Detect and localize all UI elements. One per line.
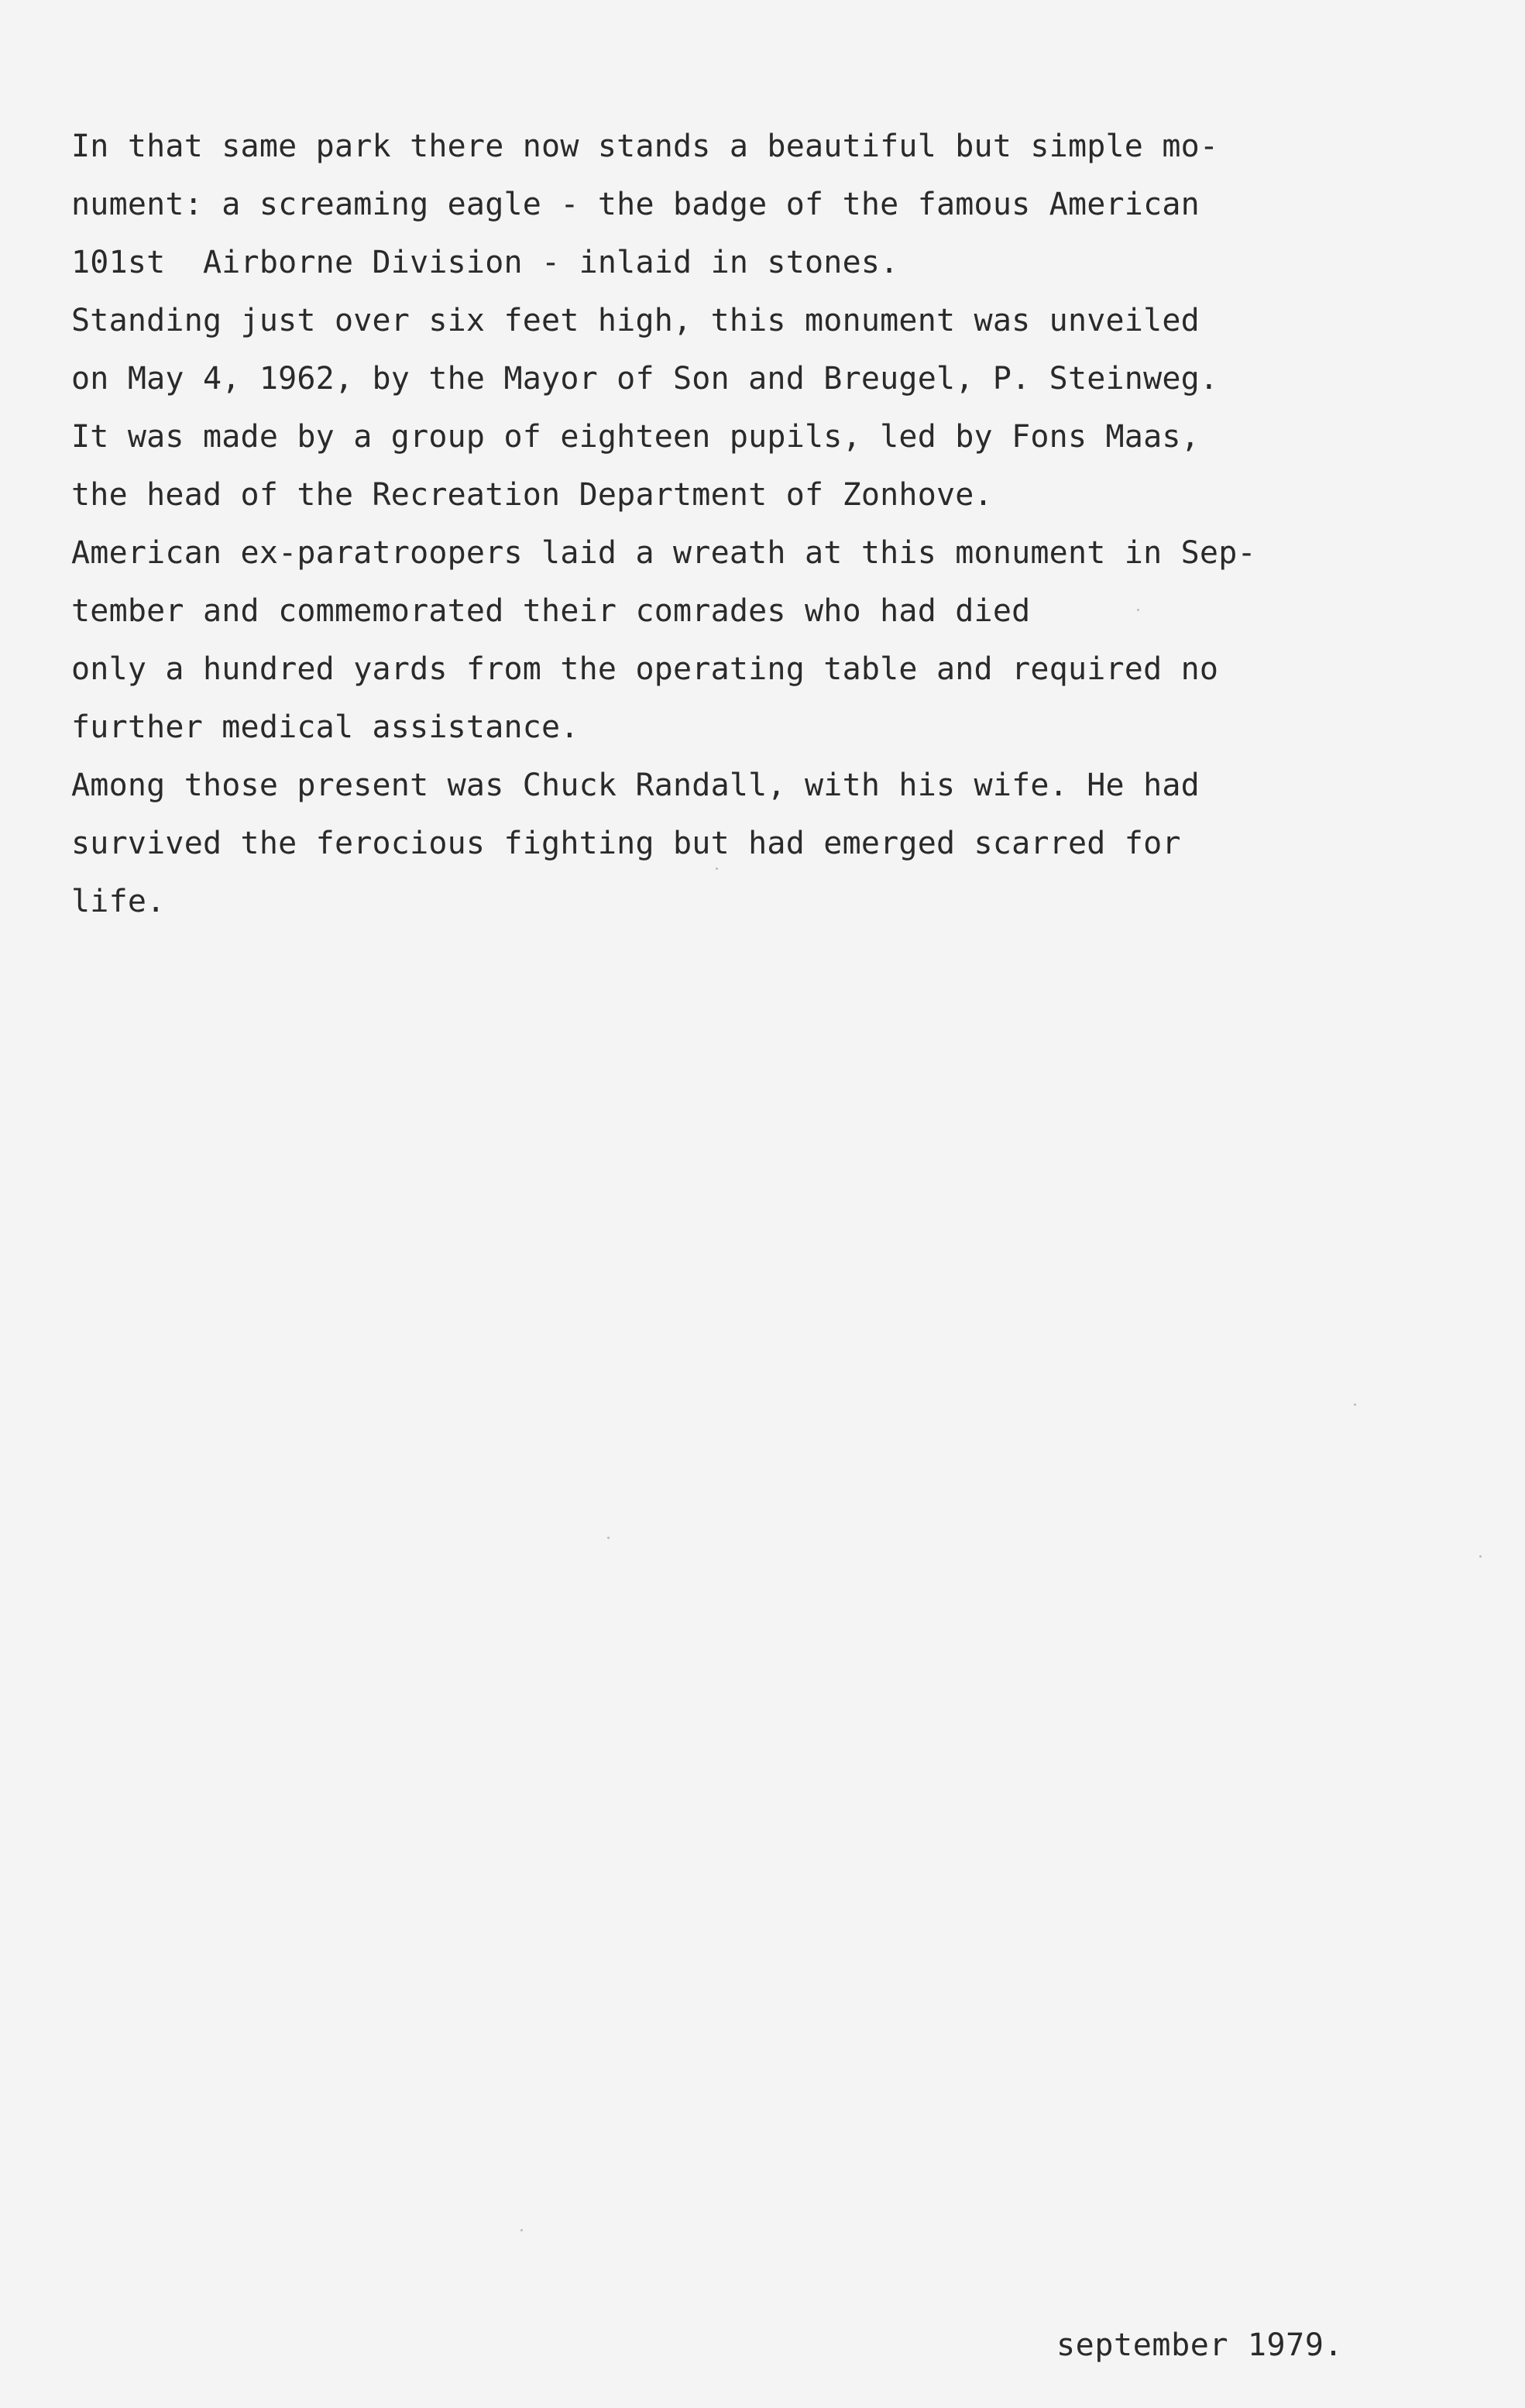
text-line-10: only a hundred yards from the operating table and required no bbox=[71, 651, 1219, 687]
paper-speck bbox=[1479, 1555, 1482, 1558]
text-line-14: life. bbox=[71, 884, 166, 919]
paper-speck bbox=[716, 867, 718, 870]
text-line-5: on May 4, 1962, by the Mayor of Son and Breugel, P. Steinweg. bbox=[71, 361, 1219, 397]
text-line-3: 101st Airborne Division - inlaid in stones. bbox=[71, 245, 899, 280]
text-line-4: Standing just over six feet high, this monument was unveiled bbox=[71, 303, 1200, 338]
text-line-8: American ex-paratroopers laid a wreath at this monument in Sep- bbox=[71, 535, 1256, 571]
text-line-13: survived the ferocious fighting but had emerged scarred for bbox=[71, 826, 1181, 861]
document-date: september 1979. bbox=[1056, 2327, 1344, 2363]
paper-speck bbox=[607, 1537, 610, 1539]
paper-speck bbox=[520, 2229, 523, 2231]
paper-speck bbox=[1354, 1403, 1356, 1406]
text-line-2: nument: a screaming eagle - the badge of the famous American bbox=[71, 187, 1200, 222]
typed-text-body bbox=[71, 118, 1388, 931]
paper-speck bbox=[1137, 609, 1139, 611]
text-line-1: In that same park there now stands a beautiful but simple mo- bbox=[71, 129, 1219, 164]
text-line-9: tember and commemorated their comrades who had died bbox=[71, 593, 1031, 629]
text-line-11: further medical assistance. bbox=[71, 709, 579, 745]
text-line-7: the head of the Recreation Department of Zonhove. bbox=[71, 477, 993, 513]
text-line-6: It was made by a group of eighteen pupils, led by Fons Maas, bbox=[71, 419, 1200, 455]
text-line-12: Among those present was Chuck Randall, with his wife. He had bbox=[71, 768, 1200, 803]
